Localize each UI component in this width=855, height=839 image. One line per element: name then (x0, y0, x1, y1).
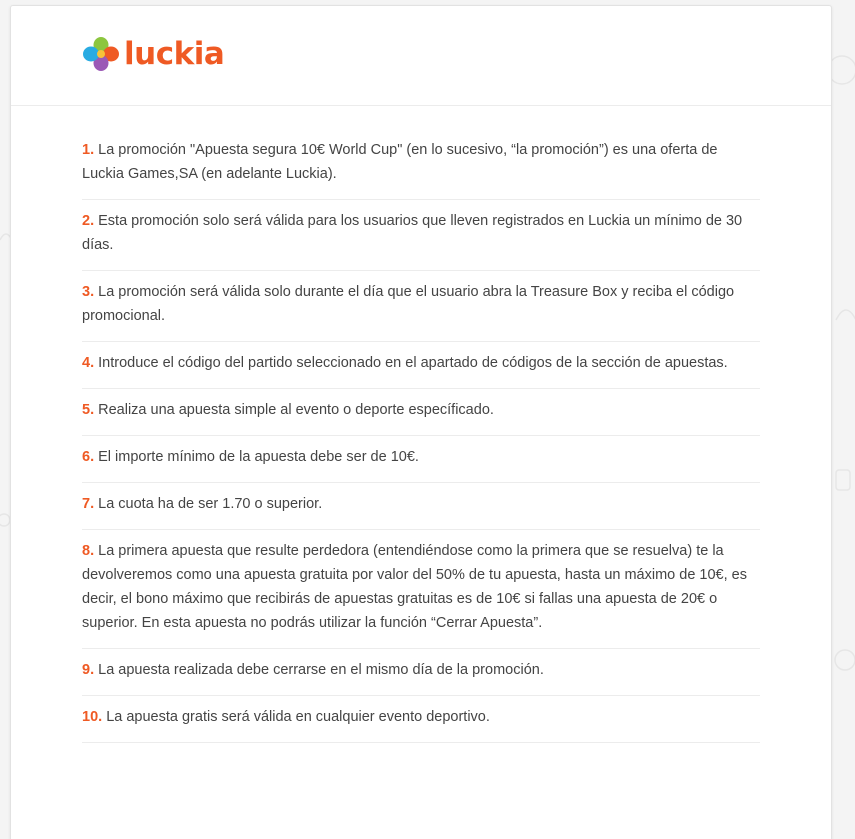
term-number: 3. (82, 284, 95, 300)
term-text: La promoción "Apuesta segura 10€ World Cup" (en lo sucesivo, “la promoción”) es una oferta de Luckia Games,SA (en adelante Luckia). (82, 142, 718, 182)
term-number: 5. (82, 402, 95, 418)
term-item (82, 389, 760, 436)
term-text: La primera apuesta que resulte perdedora (entendiéndose como la primera que se resuelva) te la devolveremos como una apuesta gratuita por valor del 50% de tu apuesta, hasta un máximo de 10€, es decir, el bono máximo que recibirás de apuestas gratuitas es de 10€ si fallas una apuesta de 20€ o superior. En esta apuesta no podrás utilizar la función “Cerrar Apuesta”. (82, 543, 747, 631)
term-number: 9. (82, 662, 95, 678)
term-number: 2. (82, 213, 95, 229)
term-text: Introduce el código del partido seleccionado en el apartado de códigos de la sección de apuestas. (98, 355, 728, 371)
term-item (82, 649, 760, 696)
promotion-terms-card (10, 5, 832, 839)
term-number: 6. (82, 449, 95, 465)
term-number: 1. (82, 142, 95, 158)
term-text: Realiza una apuesta simple al evento o deporte específicado. (98, 402, 494, 418)
term-item (82, 342, 760, 389)
term-item (82, 530, 760, 649)
logo-wordmark: luckia (124, 36, 225, 72)
term-item (82, 483, 760, 530)
term-text: La apuesta realizada debe cerrarse en el mismo día de la promoción. (98, 662, 544, 678)
term-number: 7. (82, 496, 95, 512)
term-item (82, 200, 760, 271)
term-number: 10. (82, 709, 103, 725)
terms-list (82, 130, 760, 743)
term-text: La cuota ha de ser 1.70 o superior. (98, 496, 323, 512)
term-text: El importe mínimo de la apuesta debe ser de 10€. (98, 449, 419, 465)
term-item (82, 696, 760, 743)
term-item (82, 436, 760, 483)
term-number: 4. (82, 355, 95, 371)
card-header (11, 6, 831, 106)
term-item (82, 271, 760, 342)
term-text: La apuesta gratis será válida en cualquier evento deportivo. (106, 709, 490, 725)
term-text: La promoción será válida solo durante el día que el usuario abra la Treasure Box y reciba el código promocional. (82, 284, 735, 324)
term-number: 8. (82, 543, 95, 559)
luckia-clover-logo-icon (81, 36, 121, 72)
term-text: Esta promoción solo será válida para los usuarios que lleven registrados en Luckia un mínimo de 30 días. (82, 213, 743, 253)
luckia-logo[interactable] (81, 36, 224, 72)
term-item (82, 130, 760, 200)
